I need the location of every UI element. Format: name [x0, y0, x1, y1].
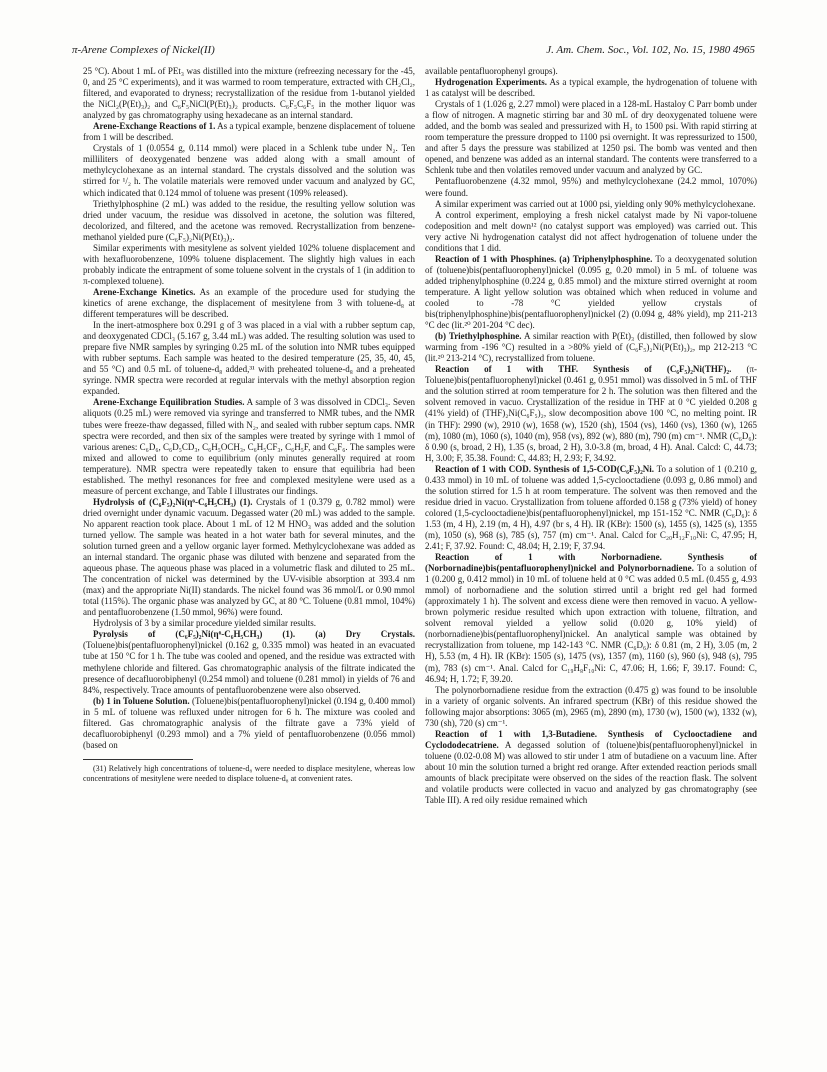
paragraph [83, 629, 415, 695]
footnote-rule [83, 759, 193, 760]
paragraph [83, 66, 415, 121]
paragraph-text: A similar experiment was carried out at 1000 psi, yielding only 90% methylcyclohexane. [435, 198, 756, 209]
paragraph-text: available pentafluorophenyl groups). [425, 66, 558, 76]
paragraph-text: A degassed solution of (toluene)bis(pentafluorophenyl)nickel in toluene (0.02-0.08 M) was allowed to stir under 1 atm of butadiene on a vacuum line. After about 10 min the solution turned a bright red orange. After extended reaction periods small amounts of black precipitate were observed on the sides of the reaction flask. The solvent and volatile products were collected in vacuo and analyzed by gas chromatography (see Table III). A red oily residue remained which [425, 739, 757, 806]
paragraph-text: To a deoxygenated solution of (toluene)bis(pentafluorophenyl)nickel (0.095 g, 0.20 mmol) in 5 mL of toluene was added triphenylphosphine (0.224 g, 0.85 mmol) and the mixture stirred overnight at room temperature. A light yellow solution was obtained which when reduced in volume and cooled to -78 °C yielded yellow crystals of bis(triphenylphosphine)bis(pentafluorophenyl)nickel (2) (0.094 g, 48% yield), mp 211-213 °C dec (lit.²⁰ 201-204 °C dec). [425, 253, 757, 331]
header-journal: J. Am. Chem. Soc., Vol. 102, No. 15, 1980 4965 [546, 44, 755, 56]
paragraph-text: Similar experiments with mesitylene as solvent yielded 102% toluene displacement and with hexafluorobenzene, 109% toluene displacement. The slightly high values in each probably indicate the entrapment of some toluene solvent in the crystals of 1 (in addition to π-complexed toluene). [83, 242, 415, 286]
paragraph-text: Triethylphosphine (2 mL) was added to the residue, the resulting yellow solution was dried under vacuum, the residue was dissolved in acetone, the solution was filtered, decolorized, and filtered, and the acetone was removed. Recrystallization from benzene-methanol yielded pure (C₆F₅)₂Ni(P(Et)₃)₂. [83, 198, 415, 242]
paragraph-text: Crystals of 1 (0.379 g, 0.782 mmol) were dried overnight under dynamic vacuum. Degassed water (20 mL) was added to the sample. No apparent reaction took place. About 1 mL of 12 M HNO₃ was added and the solution turned yellow. The sample was heated in a hot water bath for several minutes, and the solution turned green and a yellow organic layer formed. Methylcyclohexane was added as an internal standard. The organic phase was diluted with benzene and separated from the aqueous phase. The aqueous phase was placed in a volumetric flask and diluted to 25 mL. The concentration of nickel was determined by the UV-visible absorption at 393.4 nm (max) and the appropriate Ni(II) standards. The nickel found was 36 mmol/L or 0.90 mmol total (115%). The organic phase was analyzed by GC, at 80 °C. Toluene (0.81 mmol, 104%) and pentafluorobenzene (1.50 mmol, 96%) were found. [83, 496, 415, 618]
left-column [83, 66, 415, 784]
paragraph [425, 685, 757, 729]
paragraph-text: The polynorbornadiene residue from the extraction (0.475 g) was found to be insoluble in a variety of organic solvents. An infrared spectrum (KBr) of this residue showed the following major absorptions: 3065 (m), 2965 (m), 2890 (m), 1730 (w), 1500 (w), 1332 (w), 730 (sh), 720 (s) cm⁻¹. [425, 684, 757, 728]
paragraph-text: (Toluene)bis(pentafluorophenyl)nickel (0.194 g, 0.400 mmol) in 5 mL of toluene was refluxed under nitrogen for 6 h. The mixture was cooled and filtered. Gas chromatographic analysis of the filtrate gave a 73% yield of decafluorobiphenyl (0.293 mmol) and a 7% yield of pentafluorobenzene (0.056 mmol) (based on [83, 695, 415, 750]
paragraph-heading: Arene-Exchange Equilibration Studies. [93, 397, 245, 408]
paragraph [425, 552, 757, 685]
header-title: π-Arene Complexes of Nickel(II) [72, 44, 215, 56]
paragraph-text: A control experiment, employing a fresh nickel catalyst made by Ni vapor-toluene codeposition and melt down¹² (no catalyst support was employed) was carried out. This very active Ni hydrogenation catalyst did not affect hydrogenation of toluene under the conditions that 1 did. [425, 209, 757, 253]
paragraph-heading: Reaction of 1 with THF. Synthesis of (C₆F₅)₂Ni(THF)₂. [435, 364, 732, 375]
paragraph [425, 199, 757, 210]
running-header [72, 44, 755, 60]
paragraph [83, 287, 415, 320]
paragraph-text: Pentafluorobenzene (4.32 mmol, 95%) and methylcyclohexane (24.2 mmol, 1070%) were found. [425, 176, 757, 198]
paragraph-heading: (b) 1 in Toluene Solution. [93, 695, 190, 706]
paragraph [83, 121, 415, 143]
paragraph-heading: Pyrolysis of (C₆F₅)₂Ni(η⁶-C₆H₅CH₃) (1). (a) Dry Crystals. [93, 629, 415, 640]
paragraph-text: A sample of 3 was dissolved in CDCl₃. Seven aliquots (0.25 mL) were removed via syringe and transferred to NMR tubes, and the NMR tubes were freeze-thaw degassed, filled with N₂, and sealed with rubber septum caps. NMR spectra were recorded, and then six of the samples were treated by syringe with 1 mmol of various arenes: C₆D₆, C₆D₅CD₃, C₆H₅OCH₃, C₆H₅CF₃, C₆H₅F, and C₆F₆. The samples were mixed and allowed to come to equilibrium (only minutes generally required at room temperature). NMR spectra were repeatedly taken to ensure that equilibria had been established. The methyl resonances for free and complexed mesitylene were used as a measure of percent exchange, and Table I illustrates our findings. [83, 397, 415, 496]
paragraph-heading: Reaction of 1 with Norbornadiene. Synthesis of (Norbornadine)bis(pentafluorophenyl)nickel and Polynorbornadiene. [425, 552, 757, 574]
paragraph-text: (Toluene)bis(pentafluorophenyl)nickel (0.162 g, 0.335 mmol) was heated in an evacuated tube at 150 °C for 1 h. The tube was cooled and opened, and the residue was extracted with methylene chloride and filtered. Gas chromatographic analysis of the filtrate indicated the presence of decafluorobiphenyl (0.254 mmol) and toluene (0.281 mmol) in yields of 76 and 84%, respectively. Trace amounts of pentafluorobenzene were also observed. [83, 640, 415, 695]
footnote: (31) Relatively high concentrations of toluene-d₈ were needed to displace mesitylene, whereas low concentrations of mesitylene were needed to displace toluene-d₈ at convenient rates. [83, 763, 415, 783]
paragraph-text: In the inert-atmosphere box 0.291 g of 3 was placed in a vial with a rubber septum cap, and deoxygenated CDCl₃ (5.167 g, 3.44 mL) was added. The resulting solution was used to prepare five NMR samples by syringing 0.25 mL of the solution into NMR tubes equipped with rubber septums. Each sample was heated to the desired temperature (25, 35, 40, 45, and 55 °C) and 0.5 mL of toluene-d₈ added,³¹ with preheated toluene-d₈ and a preheated syringe. NMR spectra were recorded at regular intervals with the methyl absorption region expanded. [83, 320, 415, 397]
paragraph [83, 143, 415, 198]
paragraph-text: Crystals of 1 (1.026 g, 2.27 mmol) were placed in a 128-mL Hastaloy C Parr bomb under a flow of nitrogen. A magnetic stirring bar and 30 mL of dry deoxygenated toluene were added, and the bomb was sealed and pressurized with H₂ to 1500 psi. With rapid stirring at room temperature the pressure dropped to 1100 psi overnight. It was repressurized to 1500, and after 5 days the pressure was stabilized at 1250 psi. The bomb was vented and then opened, and benzene was added as an internal standard. The contents were transferred to a Schlenk tube and then volatiles removed under vacuum and analyzed by GC. [425, 99, 757, 176]
paragraph-heading: Reaction of 1 with Phosphines. (a) Triphenylphosphine. [435, 253, 653, 264]
paragraph [83, 320, 415, 397]
right-column [425, 66, 757, 806]
paragraph [425, 176, 757, 198]
paragraph-text: To a solution of 1 (0.200 g, 0.412 mmol) in 10 mL of toluene held at 0 °C was added 0.5 mL (0.455 g, 4.93 mmol) of norbornadiene and the solution stirred until a bright red gel had formed (approximately 1 h). The solvent and excess diene were then removed in vacuo. A yellow-brown polymeric residue resulted which upon extraction with toluene, filtration, and solvent removal yielded a yellow solid (0.020 g, 10% yield) of (norbornadiene)bis(pentafluorophenyl)nickel. An analytical sample was obtained by recrystallization from toluene, mp 142-143 °C. NMR (C₆D₆): δ 0.81 (m, 2 H), 3.05 (m, 2 H), 5.53 (m, 4 H). IR (KBr): 1505 (s), 1475 (vs), 1357 (m), 1160 (s), 960 (s), 948 (s), 795 (m), 783 (s) cm⁻¹. Anal. Calcd for C₁₉H₈F₁₀Ni: C, 47.06; H, 1.66; F, 39.17. Found: C, 46.94; H, 1.72; F, 39.20. [425, 563, 757, 684]
paragraph-text: (π-Toluene)bis(pentafluorophenyl)nickel (0.461 g, 0.951 mmol) was dissolved in 5 mL of THF and the solution stirred at room temperature for 2 h. The solution was then filtered and the solvent removed in vacuo. Crystallization of the residue in THF at 0 °C yielded 0.208 g (41% yield) of (THF)₂Ni(C₆F₅)₂, slow decomposition above 100 °C, no melting point. IR (in THF): 2990 (w), 2910 (w), 1658 (w), 1520 (sh), 1504 (vs), 1460 (vs), 1360 (w), 1265 (m), 1080 (m), 1060 (s), 1040 (m), 958 (vs), 892 (w), 880 (m), 790 (m) cm⁻¹. NMR (C₆D₆): δ 0.90 (s, broad, 2 H), 1.35 (s, broad, 2 H), 3.0-3.8 (m, broad, 4 H). Anal. Calcd: C, 44.73; H, 3.00; F, 35.38. Found: C, 44.83; H, 2.93; F, 34.92. [425, 364, 757, 463]
paragraph [425, 331, 757, 364]
paragraph-heading: Reaction of 1 with COD. Synthesis of 1,5-COD(C₆F₅)₂Ni. [435, 463, 655, 474]
paragraph-text: A similar reaction with P(Et)₃ (distilled, then followed by slow warming from -196 °C) resulted in a >80% yield of (C₆F₅)₂Ni(P(Et)₃)₂, mp 212-213 °C (lit.²⁰ 213-214 °C), recrystallized from toluene. [425, 331, 757, 364]
paragraph [425, 464, 757, 552]
paragraph-text: As an example of the procedure used for studying the kinetics of arene exchange, the displacement of mesitylene from 3 with toluene-d₈ at different temperatures will be described. [83, 286, 415, 320]
paragraph-text: As a typical example, benzene displacement of toluene from 1 will be described. [83, 121, 416, 143]
paragraph [425, 254, 757, 331]
paragraph [425, 210, 757, 254]
paragraph-heading: Arene-Exchange Reactions of 1. [93, 121, 216, 132]
paragraph [83, 618, 415, 629]
paragraph [425, 77, 757, 99]
paragraph-text: To a solution of 1 (0.210 g, 0.433 mmol) in 10 mL of toluene was added 1,5-cyclooctadiene (0.093 g, 0.86 mmol) and the solution stirred for 1.5 h at room temperature. The solvent was then removed and the residue dried in vacuo. Crystallization from toluene afforded 0.158 g (73% yield) of honey colored (1,5-cyclooctadiene)bis(pentafluorophenyl)nickel, mp 151-152 °C. NMR (C₆D₆): δ 1.53 (m, 4 H), 2.19 (m, 4 H), 4.97 (br s, 4 H). IR (KBr): 1500 (s), 1455 (s), 1425 (s), 1355 (m), 1050 (s), 968 (s), 785 (s), 757 (m) cm⁻¹. Anal. Calcd for C₂₀H₁₂F₁₀Ni: C, 47.95; H, 2.41; F, 37.92. Found: C, 48.04; H, 2.19; F, 37.94. [425, 463, 757, 552]
paragraph [83, 199, 415, 243]
paragraph-text: As a typical example, the hydrogenation of toluene with 1 as catalyst will be described. [425, 77, 757, 99]
paragraph-heading: (b) Triethylphosphine. [435, 331, 522, 342]
paragraph [425, 66, 757, 77]
paragraph-text: 25 °C). About 1 mL of PEt₃ was distilled into the mixture (refreezing necessary for the -45, 0, and 25 °C experiments), and it was warmed to room temperature, extracted with CH₂Cl₂, filtered, and evaporated to dryness; recrystallization of the residue from 1-butanol yielded the NiCl₂(P(Et)₃)₂ and C₆F₅NiCl(P(Et)₃)₂ products. C₆F₅C₆F₅ in the mother liquor was analyzed by gas chromatography using hexadecane as an internal standard. [83, 66, 415, 121]
paragraph [83, 397, 415, 496]
paragraph [83, 696, 415, 751]
paragraph [425, 729, 757, 806]
paragraph [83, 497, 415, 619]
paragraph-heading: Hydrolysis of (C₆F₅)₂Ni(η⁶-C₆H₅CH₃) (1). [93, 496, 253, 507]
paragraph [425, 99, 757, 176]
paragraph [83, 243, 415, 287]
paragraph-heading: Reaction of 1 with 1,3-Butadiene. Synthesis of Cyclooctadiene and Cyclododecatriene. [425, 728, 757, 750]
paragraph-text: Crystals of 1 (0.0554 g, 0.114 mmol) were placed in a Schlenk tube under N₂. Ten milliliters of deoxygenated benzene was added along with a small amount of methylcyclohexane as an internal standard. The crystals dissolved and the solution was stirred for ¹/₂ h. The volatile materials were removed under vacuum and analyzed by GC, which indicated that 0.124 mmol of toluene was present (109% released). [83, 143, 415, 198]
paragraph-heading: Arene-Exchange Kinetics. [93, 286, 196, 297]
paragraph [425, 364, 757, 463]
paragraph-heading: Hydrogenation Experiments. [435, 77, 548, 88]
paragraph-text: Hydrolysis of 3 by a similar procedure yielded similar results. [93, 618, 316, 629]
